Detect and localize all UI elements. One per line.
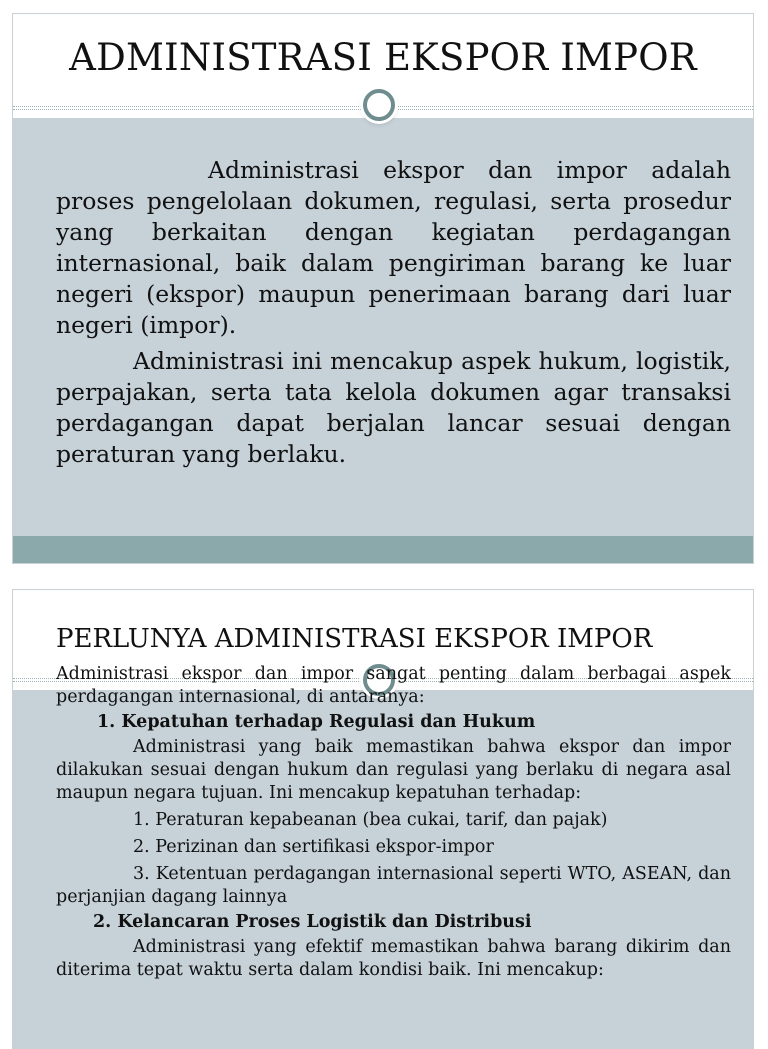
slide-1-accent-bar — [13, 536, 753, 563]
slide-2-title: PERLUNYA ADMINISTRASI EKSPOR IMPOR — [56, 624, 653, 654]
slide-1-body — [56, 155, 731, 475]
slide-1 — [12, 13, 754, 564]
slide-2 — [12, 589, 754, 1049]
section-2-text: Administrasi yang efektif memastikan bahwa barang dikirim dan diterima tepat waktu serta dalam kondisi baik. Ini mencakup: — [56, 937, 731, 980]
slide-1-paragraph-1: Administrasi ekspor dan impor adalah proses pengelolaan dokumen, regulasi, serta prosedur yang berkaitan dengan kegiatan perdagangan internasional, baik dalam pengiriman barang ke luar negeri (ekspor) maupun penerimaan barang dari luar negeri (impor). — [56, 156, 731, 339]
section-2-heading: 2. Kelancaran Proses Logistik dan Distribusi — [93, 912, 532, 932]
slide-2-body — [56, 663, 731, 982]
section-1-text: Administrasi yang baik memastikan bahwa ekspor dan impor dilakukan sesuai dengan hukum dan regulasi yang berlaku di negara asal maupun negara tujuan. Ini mencakup kepatuhan terhadap: — [56, 737, 731, 803]
section-1-heading: 1. Kepatuhan terhadap Regulasi dan Hukum — [97, 712, 536, 732]
slide-2-intro: Administrasi ekspor dan impor sangat penting dalam berbagai aspek perdagangan internasional, di antaranya: — [56, 664, 731, 707]
section-1-item-3: 3. Ketentuan perdagangan internasional seperti WTO, ASEAN, dan perjanjian dagang lainnya — [56, 864, 731, 907]
ring-icon — [363, 89, 395, 121]
section-1-item-1: 1. Peraturan kepabeanan (bea cukai, tarif, dan pajak) — [133, 810, 608, 830]
slide-1-title: ADMINISTRASI EKSPOR IMPOR — [69, 36, 697, 79]
section-1-item-2: 2. Perizinan dan sertifikasi ekspor-impor — [133, 837, 494, 857]
slide-1-paragraph-2: Administrasi ini mencakup aspek hukum, logistik, perpajakan, serta tata kelola dokumen agar transaksi perdagangan dapat berjalan lancar sesuai dengan peraturan yang berlaku. — [56, 347, 731, 468]
